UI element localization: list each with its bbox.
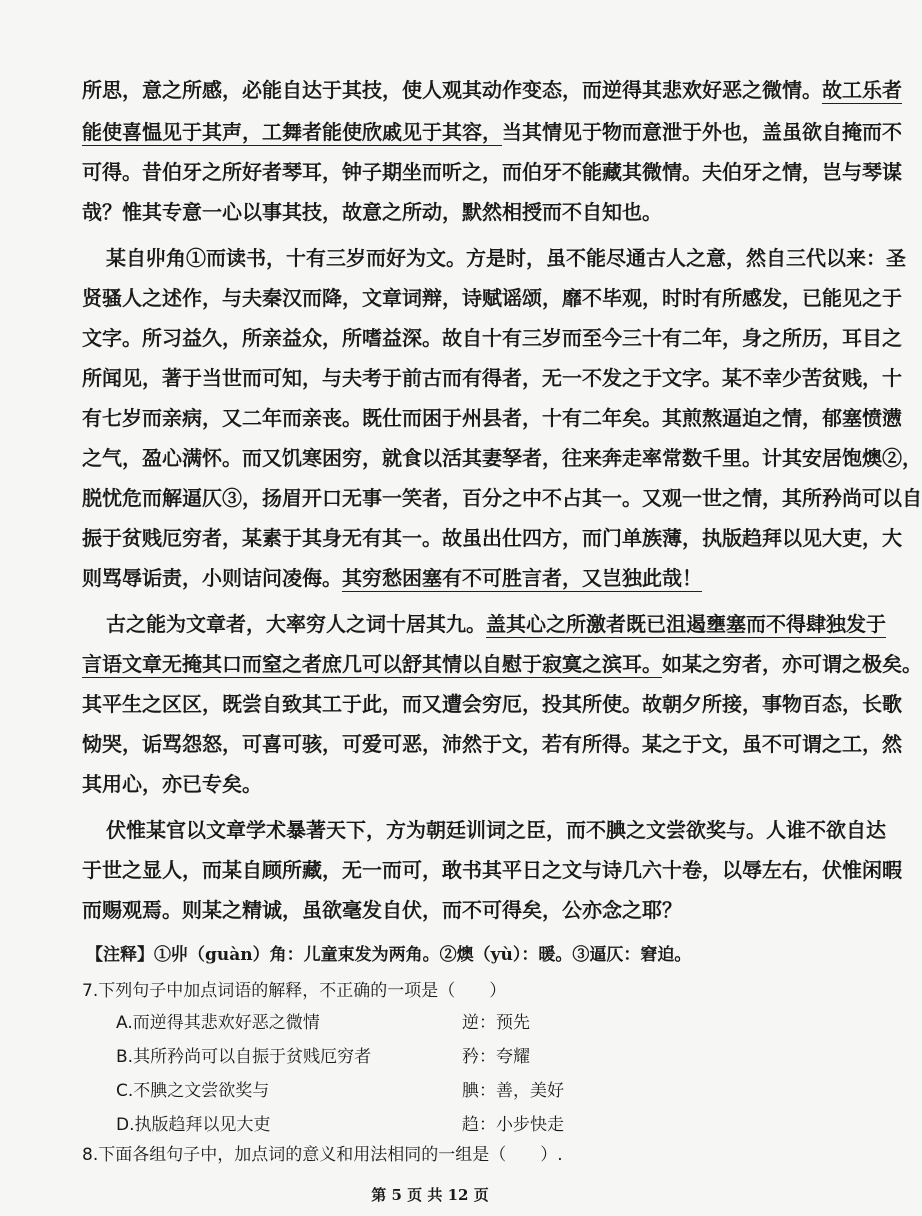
passage-line: 有七岁而亲病，又二年而亲丧。既仕而困于州县者，十有二年矣。其煎熬逼迫之情，郁塞愤懑 — [82, 406, 902, 430]
question-7-option-b: B.其所矜尚可以自振于贫贱厄穷者 — [116, 1047, 372, 1067]
passage-line: 能使喜愠见于其声，工舞者能使欣戚见于其容，当其情见于物而意泄于外也，盖虽欲自掩而不 — [82, 120, 902, 144]
question-7-option-b-answer: 矜：夸耀 — [462, 1047, 530, 1067]
page-number: 第 5 页 共 12 页 — [371, 1186, 489, 1204]
question-7-option-c: C.不腆之文尝欲奖与 — [116, 1081, 270, 1101]
question-7-option-d: D.执版趋拜以见大吏 — [116, 1115, 271, 1135]
passage-line: 伏惟某官以文章学术暴著天下，方为朝廷训词之臣，而不腆之文尝欲奖与。人谁不欲自达 — [106, 818, 886, 842]
question-7-option-a-answer: 逆：预先 — [462, 1013, 530, 1033]
question-7-stem: 7.下列句子中加点词语的解释，不正确的一项是（ ） — [82, 981, 507, 1001]
passage-line: 言语文章无掩其口而窒之者庶几可以舒其情以自慰于寂寞之滨耳。如某之穷者，亦可谓之极矣。 — [82, 652, 922, 676]
annotation-note: 【注释】①丱（guàn）角：儿童束发为两角。②燠（yù）：暖。③逼仄：窘迫。 — [86, 945, 692, 965]
passage-line: 文字。所习益久，所亲益众，所嗜益深。故自十有三岁而至今三十有二年，身之所历，耳目之 — [82, 326, 902, 350]
passage-line: 之气，盈心满怀。而又饥寒困穷，就食以活其妻孥者，往来奔走率常数千里。计其安居饱燠②， — [82, 446, 922, 470]
passage-line: 所闻见，著于当世而可知，与夫考于前古而有得者，无一不发之于文字。某不幸少苦贫贱，十 — [82, 366, 902, 390]
passage-line: 脱忧危而解逼仄③，扬眉开口无事一笑者，百分之中不占其一。又观一世之情，其所矜尚可以自 — [82, 486, 922, 510]
question-8-stem: 8.下面各组句子中，加点词的意义和用法相同的一组是（ ）. — [82, 1145, 563, 1165]
passage-line: 贤骚人之述作，与夫秦汉而降，文章词辩，诗赋谣颂，靡不毕观，时时有所感发，已能见之于 — [82, 286, 902, 310]
passage-line: 而赐观焉。则某之精诚，虽欲毫发自伏，而不可得矣，公亦念之耶？ — [82, 898, 682, 922]
passage-line: 哉？惟其专意一心以事其技，故意之所动，默然相授而不自知也。 — [82, 200, 662, 224]
passage-line: 于世之显人，而某自顾所藏，无一而可，敢书其平日之文与诗几六十卷，以辱左右，伏惟闲暇 — [82, 858, 902, 882]
passage-line: 振于贫贱厄穷者，某素于其身无有其一。故虽出仕四方，而门单族薄，执版趋拜以见大吏，大 — [82, 526, 902, 550]
passage-line: 其平生之区区，既尝自致其工于此，而又遭会穷厄，投其所使。故朝夕所接，事物百态，长歌 — [82, 692, 902, 716]
passage-line: 则骂辱诟责，小则诘问凌侮。其穷愁困塞有不可胜言者，又岂独此哉！ — [82, 566, 702, 590]
passage-line: 恸哭，诟骂怨怒，可喜可骇，可爱可恶，沛然于文，若有所得。某之于文，虽不可谓之工，然 — [82, 732, 902, 756]
passage-line: 某自丱角①而读书，十有三岁而好为文。方是时，虽不能尽通古人之意，然自三代以来：圣 — [106, 246, 906, 270]
question-7-option-a: A.而逆得其悲欢好恶之微情 — [116, 1013, 320, 1033]
passage-line: 可得。昔伯牙之所好者琴耳，钟子期坐而听之，而伯牙不能藏其微情。夫伯牙之情，岂与琴谋 — [82, 160, 902, 184]
passage-line: 其用心，亦已专矣。 — [82, 772, 262, 796]
passage-line: 所思，意之所感，必能自达于其技，使人观其动作变态，而逆得其悲欢好恶之微情。故工乐者 — [82, 78, 902, 102]
question-7-option-d-answer: 趋：小步快走 — [462, 1115, 564, 1135]
question-7-option-c-answer: 腆：善，美好 — [462, 1081, 564, 1101]
passage-line: 古之能为文章者，大率穷人之词十居其九。盖其心之所激者既已沮遏壅塞而不得肆独发于 — [106, 612, 886, 636]
